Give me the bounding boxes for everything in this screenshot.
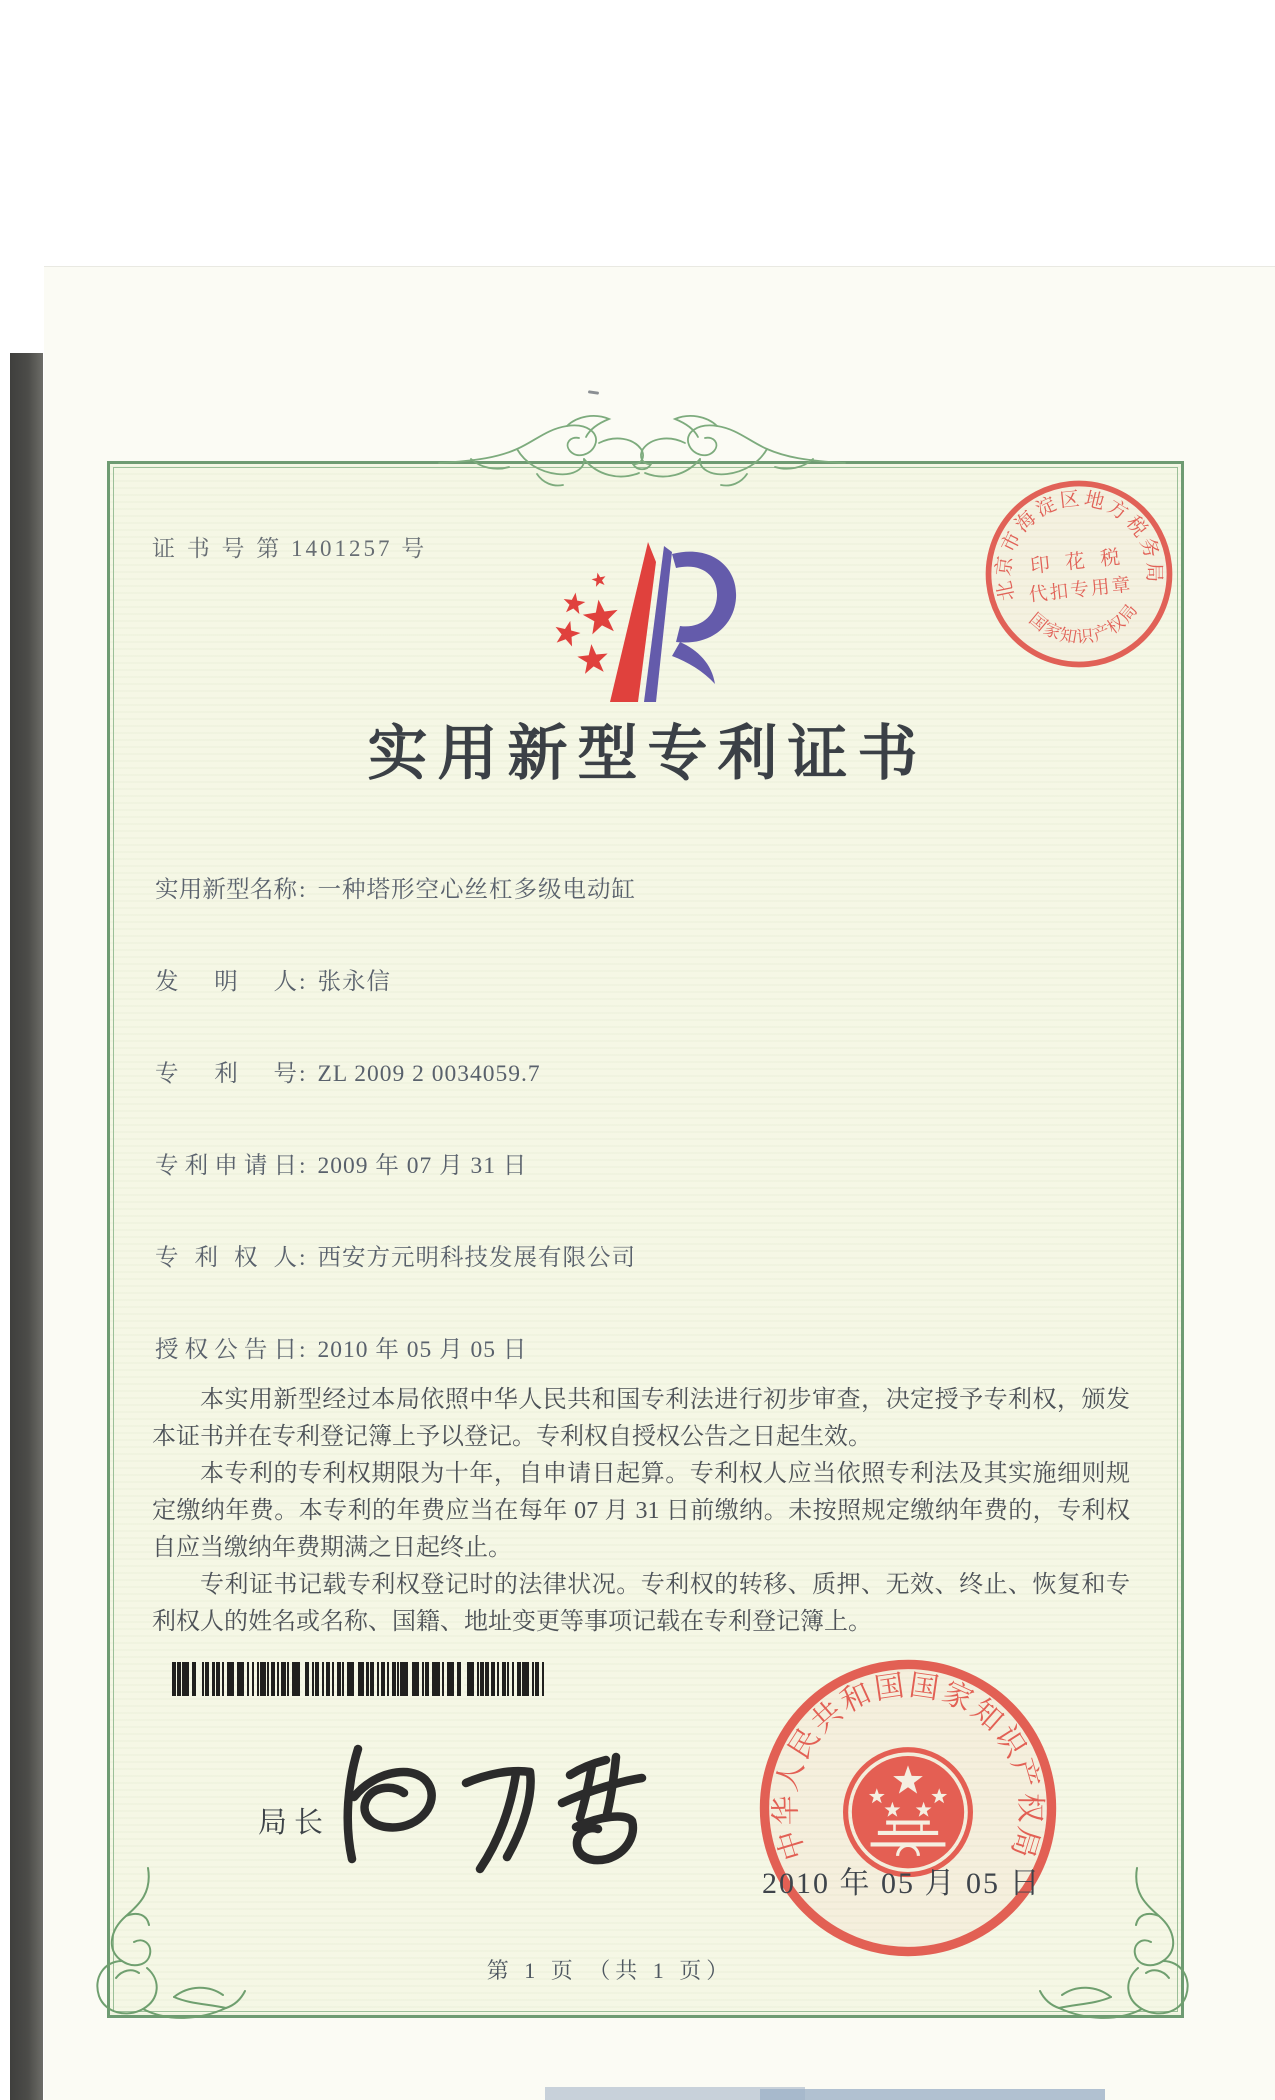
- seal-ring-text: 中华人民共和国国家知识产权局: [770, 1669, 1046, 1864]
- field-colon: :: [299, 1337, 306, 1363]
- logo-purple-bowl: [672, 552, 736, 643]
- field-label: 专利权人: [155, 1245, 297, 1271]
- body-paragraph: 本专利的专利权期限为十年，自申请日起算。专利权人应当依照专利法及其实施细则规定缴纳年费。本专利的年费应当在每年 07 月 31 日前缴纳。未按照规定缴纳年费的，专利权自应当缴纳年费期满之日起终止。: [152, 1461, 1130, 1561]
- tax-stamp-top-arc-text: 北京市海淀区地方税务局: [992, 487, 1165, 603]
- body-paragraph: 专利证书记载专利权登记时的法律状况。专利权的转移、质押、无效、终止、恢复和专利权人的姓名或名称、国籍、地址变更等事项记载在专利登记簿上。: [152, 1572, 1130, 1635]
- scan-spine-shadow: [10, 353, 43, 2100]
- field-label: 专利申请日: [155, 1153, 297, 1179]
- field-row: [155, 1238, 1095, 1271]
- cnipa-logo: [552, 536, 752, 706]
- issue-date: 2010 年 05 月 05 日: [762, 1867, 1042, 1900]
- field-colon: :: [299, 1245, 306, 1271]
- legal-text: [152, 1382, 1130, 1641]
- field-row: [155, 1054, 1095, 1087]
- body-paragraph: 本实用新型经过本局依照中华人民共和国专利法进行初步审查，决定授予专利权，颁发本证书并在专利登记簿上予以登记。专利权自授权公告之日起生效。: [152, 1387, 1130, 1450]
- director-signature: [318, 1715, 648, 1890]
- dragon-scroll-ornament-icon: [437, 411, 847, 511]
- field-row: [155, 962, 1095, 995]
- field-value: 2010 年 05 月 05 日: [317, 1337, 528, 1363]
- certificate-number: 证 书 号 第 1401257 号: [152, 536, 428, 561]
- field-row: [155, 1146, 1095, 1179]
- logo-purple-tail: [672, 642, 715, 684]
- field-value: 2009 年 07 月 31 日: [317, 1153, 528, 1179]
- field-value: 西安方元明科技发展有限公司: [317, 1245, 637, 1271]
- tax-stamp-bottom-arc-text: 国家知识产权局: [1025, 599, 1142, 648]
- national-emblem-icon: [846, 1750, 971, 1875]
- field-label: 专利号: [155, 1061, 297, 1087]
- certificate-title: 实用新型专利证书: [367, 721, 928, 787]
- barcode: [172, 1662, 544, 1696]
- field-colon: :: [299, 1153, 306, 1179]
- field-colon: :: [299, 969, 306, 995]
- page-footer: 第 1 页 （共 1 页）: [486, 1958, 734, 1983]
- field-row: [155, 1330, 1095, 1363]
- field-value: ZL 2009 2 0034059.7: [317, 1061, 541, 1087]
- field-label: 授权公告日: [155, 1337, 297, 1363]
- field-value: 张永信: [317, 969, 392, 995]
- field-value: 一种塔形空心丝杠多级电动缸: [317, 877, 637, 903]
- field-colon: :: [299, 877, 306, 903]
- director-title-label: 局长: [258, 1807, 331, 1839]
- director-signature-name: [0, 0, 1, 1]
- field-label: 实用新型名称: [155, 877, 297, 903]
- tax-stamp-center-line1: 印 花 税: [1029, 545, 1127, 578]
- corner-flourish-icon: [86, 1866, 246, 2036]
- field-label: 发明人: [155, 969, 297, 995]
- scan-artifact: [760, 2089, 1105, 2100]
- field-colon: :: [299, 1061, 306, 1087]
- field-row: [155, 870, 1095, 903]
- tax-stamp: [965, 460, 1194, 689]
- logo-stars-icon: [552, 571, 621, 674]
- tax-stamp-center-line2: 代扣专用章: [1027, 574, 1134, 607]
- certificate-fields: [155, 870, 1095, 1422]
- cnipa-official-seal: [752, 1652, 1064, 1964]
